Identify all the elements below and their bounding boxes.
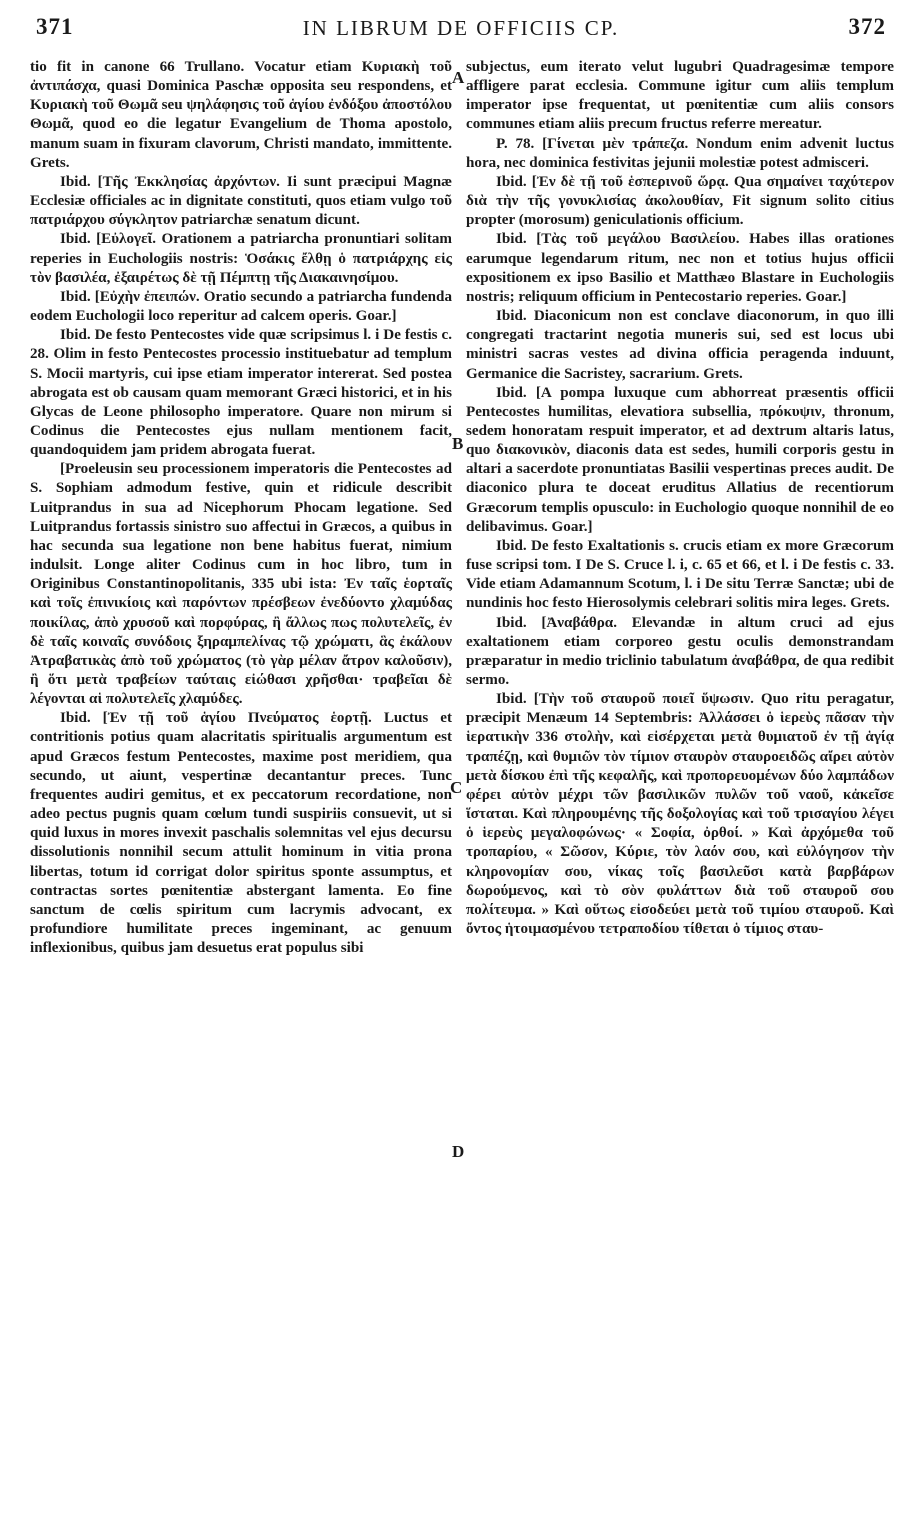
running-title: IN LIBRUM DE OFFICIIS CP. bbox=[302, 16, 620, 40]
left-column bbox=[30, 58, 452, 958]
section-marker-d: D bbox=[452, 1142, 465, 1161]
section-marker-b: B bbox=[452, 434, 464, 453]
paragraph: Ibid. Diaconicum non est conclave diaconorum, in quo illi congregati tractarint negotia muneris sui, sed est locus ubi ministri sacras vestes ad divina officia peragenda induunt, Germanice die Sacristey, sacrarium. Grets. bbox=[466, 308, 894, 382]
paragraph: Ibid. [A pompa luxuque cum abhorreat præsentis officii Pentecostes humilitas, elevatiora subsellia, πρόκυψιν, thronum, sedem honoratam respuit imperator, et ad dextrum altaris latus, quo διακονικὸν, diaconis data est sedes, humili corporis gestu in altari a sacerdote pronuntiatas Basilii vespertinas preces audit. De diaconico plura te doceat eruditus Allatius de recentiorum Græcorum templis opusculo: in Euchologio quoque nonnihil de eo delibavimus. Goar.] bbox=[466, 384, 894, 535]
section-marker-a: A bbox=[452, 68, 465, 87]
running-header bbox=[36, 14, 886, 48]
paragraph: Ibid. [Ἀναβάθρα. Elevandæ in altum cruci ad ejus exaltationem etiam corporeo gestu oculis demonstrandam præparatur in medio triclinio tabulatum ἀναβάθρα, de qua redibit sermo. bbox=[466, 614, 894, 688]
right-column bbox=[466, 58, 894, 939]
page-number-left: 371 bbox=[36, 14, 74, 39]
paragraph: Ibid. [Εὐλογεῖ. Orationem a patriarcha pronuntiari solitam reperies in Euchologiis nostris: Ὁσάκις ἔλθῃ ὁ πατριάρχης εἰς τὸν βασιλέα, ἐξαιρέτως δὲ τῇ Πέμπτῃ τῆς Διακαινησίμου. bbox=[30, 231, 452, 286]
paragraph: [Proeleusin seu processionem imperatoris die Pentecostes ad S. Sophiam admodum festive, quin et ridicule describit Luitprandus in sua ad Nicephorum Phocam legatione. Sed Luitprandus fortassis sinistro suo affectui in Græcos, a quibus in hac secunda sua legatione non bene habitus fuerat, nimium indulsit. Longe aliter Codinus cum in hoc libro, tum in Originibus Constantinopolitanis, 335 ubi ista: Ἐν ταῖς ἑορταῖς καὶ τοῖς ἐπινικίοις καὶ παρόντων πρέσβεων ἐνεδύοντο χλαμύδας ποικίλας, ἀπὸ χρυσοῦ καὶ πορφύρας, ἢ ἄλλως πως πολυτελεῖς, ἐν δὲ ταῖς κοιναῖς συνόδοις ξηραμπελίνας τῷ χρώματι, ἃς ἐκάλουν Ἀτραβατικὰς ἀπὸ τοῦ χρώματος (τὸ γὰρ μέλαν ἄτρον καλοῦσιν), ἢ ὅτι μετὰ τραβείων ταύταις εἰώθασι χρῆσθαι· τραβεῖαι δὲ λέγονται αἱ πολυτελεῖς χλαμύδες. bbox=[30, 461, 452, 708]
page-number-right: 372 bbox=[848, 14, 886, 39]
paragraph: subjectus, eum iterato velut lugubri Quadragesimæ tempore affligere parat ecclesia. Commune igitur cum aliis templum imperator ipse frequentat, ut pœnitentiæ cum aliis consors communes etiam aliis precum fructus referre mereatur. bbox=[466, 59, 894, 133]
paragraph: Ibid. [Τὰς τοῦ μεγάλου Βασιλείου. Habes illas orationes earumque legendarum ritum, nec non et totius hujus officii expositionem ex ipso Basilio et Matthæo Blastare in Euchologiis nostris; reliquum officium in Pentecostario reperies. Goar.] bbox=[466, 231, 894, 305]
paragraph: Ibid. [Ἐν τῇ τοῦ ἁγίου Πνεύματος ἑορτῇ. Luctus et contritionis potius quam alacritatis spiritualis argumentum est apud Græcos festum Pentecostes, maxime post meridiem, qua secundo, ut aiunt, vespertinæ decantantur preces. Tunc frequentes audiri gemitus, et ex peccatorum recordatione, non adeo pectus pugnis quam cœlum tundi suspiriis consuevit, ut si quid luxus in mores invexit paschalis solemnitas vel ejus decursu dissolutionis nonnihil secum attulit hominum in vitia prona libertas, totum id corrigat dolor spiritus sponte assumptus, et contractas sortes pœnitentiæ abstergant lamenta. Eo fine sanctum de cœlis spiritum cum lacrymis advocant, ex profundiore humilitate preces ingeminant, ac genuum inflexionibus, quibus jam desuetus erat populus sibi bbox=[30, 710, 452, 957]
paragraph: Ibid. [Τὴν τοῦ σταυροῦ ποιεῖ ὕψωσιν. Quo ritu peragatur, præcipit Menæum 14 Septembris: Ἀλλάσσει ὁ ἱερεὺς πᾶσαν τὴν ἱερατικὴν 336 στολὴν, καὶ εἰσέρχεται μετὰ θυμιατοῦ ἐν τῇ ἁγίᾳ τραπέζῃ, καὶ θυμιῶν τὸν τίμιον σταυρὸν σταυροειδῶς αἴρει αὐτὸν μετὰ δίσκου ἐπὶ τῆς κεφαλῆς, καὶ προπορευομένων δύο λαμπάδων φέρει αὐτὸν μέχρι τῶν βασιλικῶν πυλῶν τοῦ ναοῦ, κἀκεῖσε ἵσταται. Καὶ πληρουμένης τῆς δοξολογίας καὶ τοῦ τρισαγίου λέγει ὁ ἱερεὺς μεγαλοφώνως· « Σοφία, ὀρθοί. » Καὶ ἀρχόμεθα τοῦ τροπαρίου, « Σῶσον, Κύριε, τὸν λαόν σου, καὶ εὐλόγησον τὴν κληρονομίαν σου, νίκας τοῖς βασιλεῦσι κατὰ βαρβάρων δωρούμενος, καὶ τὸ σὸν φυλάττων διὰ τοῦ σταυροῦ σου πολίτευμα. » Καὶ οὕτως εἰσοδεύει μετὰ τοῦ τιμίου σταυροῦ. Καὶ ὄντος ἡτοιμασμένου τετραποδίου τίθεται ὁ τίμιος σταυ- bbox=[466, 691, 894, 938]
section-marker-c: C bbox=[450, 778, 463, 797]
paragraph: Ibid. [Τῆς Ἐκκλησίας ἀρχόντων. Ii sunt præcipui Magnæ Ecclesiæ officiales ac in dignitate constituti, quos etiam vulgo τοῦ πατριάρχου σύγκλητον patriarchæ senatum dicunt. bbox=[30, 173, 452, 229]
paragraph: P. 78. [Γίνεται μὲν τράπεζα. Nondum enim advenit luctus hora, nec dominica festivitas jejunii molestiæ potest admisceri. bbox=[466, 135, 894, 171]
paragraph: tio fit in canone 66 Trullano. Vocatur etiam Κυριακὴ τοῦ ἀντιπάσχα, quasi Dominica Paschæ opposita seu respondens, et Κυριακὴ τοῦ Θωμᾶ seu ψηλάφησις τοῦ ἁγίου ἐνδόξου ἀποστόλου Θωμᾶ, quod eo die legatur Evangelium de Thoma apostolo, manum suam in fixuram clavorum, Christi mandato, immittente. Grets. bbox=[30, 59, 452, 171]
paragraph: Ibid. De festo Pentecostes vide quæ scripsimus l. i De festis c. 28. Olim in festo Pentecostes processio instituebatur ad templum S. Mocii martyris, cui ipse etiam imperator intererat. Sed postea abrogata est ob causam quam memorant Græci historici, et in his Glycas de Leone philosopho imperatore. Quare non mirum si Codinus die Pentecostes ejus nullam mentionem facit, quandoquidem jam pridem abrogata fuerat. bbox=[30, 327, 452, 459]
paragraph: Ibid. [Εὐχὴν ἐπειπών. Oratio secundo a patriarcha fundenda eodem Euchologii loco reperitur ad calcem operis. Goar.] bbox=[30, 288, 452, 325]
paragraph: Ibid. [Ἐν δὲ τῇ τοῦ ἑσπερινοῦ ὥρᾳ. Qua σημαίνει ταχύτερον διὰ τὴν τῆς γονυκλισίας ἀκολουθίαν, Fit signum solito citius propter (morosum) geniculationis officium. bbox=[466, 173, 894, 229]
paragraph: Ibid. De festo Exaltationis s. crucis etiam ex more Græcorum fuse scripsi tom. I De S. Cruce l. i, c. 65 et 66, et l. i De festis c. 33. Vide etiam Adamannum Scotum, l. i De situ Terræ Sanctæ; ubi de nundinis hoc festo Hierosolymis celebrari solitis mira leges. Grets. bbox=[466, 537, 894, 612]
